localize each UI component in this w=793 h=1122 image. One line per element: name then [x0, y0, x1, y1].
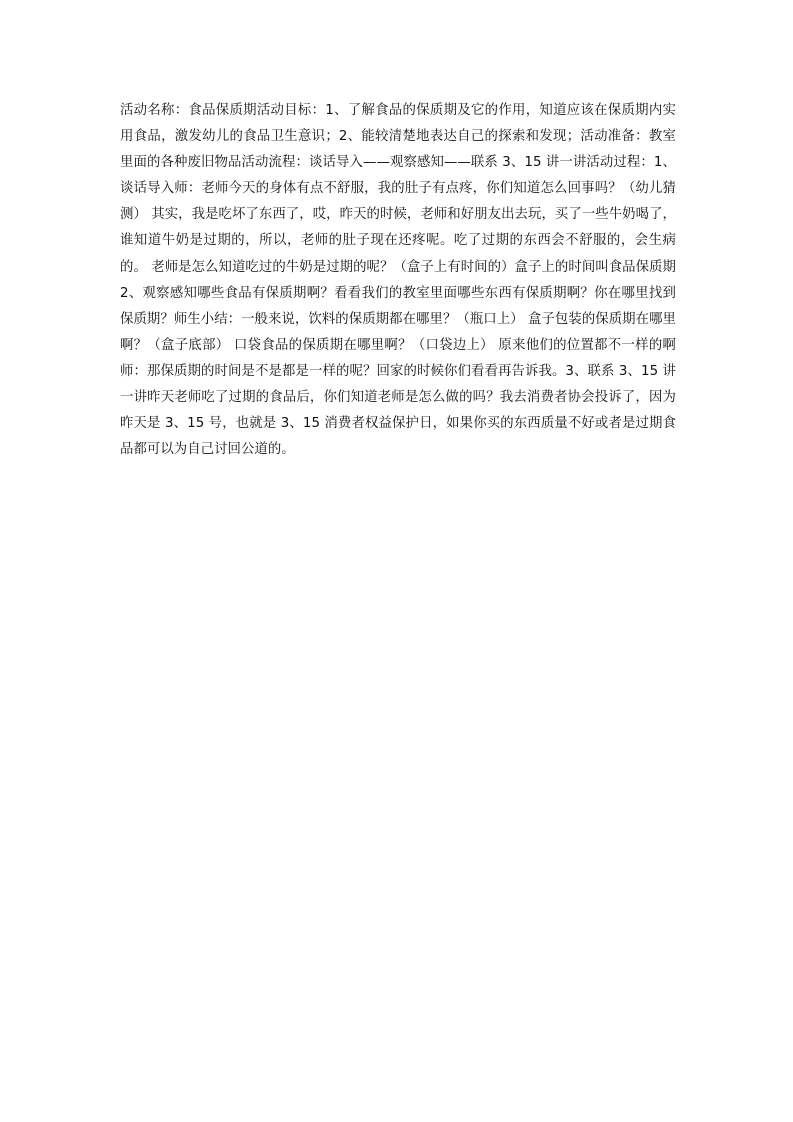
body-paragraph: 活动名称：食品保质期活动目标：1、了解食品的保质期及它的作用，知道应该在保质期内实用食品，激发幼儿的食品卫生意识；2、能较清楚地表达自己的探索和发现；活动准备：教室里面的各种废旧物品活动流程：谈话导入——观察感知——联系 3、15 讲一讲活动过程：1、谈话导入师：老师今天的身体有点不舒服，我的肚子有点疼，你们知道怎么回事吗？（幼儿猜测） 其实，我是吃坏了东西了，哎，昨天的时候，老师和好朋友出去玩，买了一些牛奶喝了，谁知道牛奶是过期的，所以，老师的肚子现在还疼呢。吃了过期的东西会不舒服的，会生病的。 老师是怎么知道吃过的牛奶是过期的呢？（盒子上有时间的）盒子上的时间叫食品保质期 2、观察感知哪些食品有保质期啊？看看我们的教室里面哪些东西有保质期啊？你在哪里找到保质期？师生小结：一般来说，饮料的保质期都在哪里？（瓶口上） 盒子包装的保质期在哪里啊？（盒子底部） 口袋食品的保质期在哪里啊？（口袋边上） 原来他们的位置都不一样的啊师：那保质期的时间是不是都是一样的呢？回家的时候你们看看再告诉我。3、联系 3、15 讲一讲昨天老师吃了过期的食品后，你们知道老师是怎么做的吗？我去消费者协会投诉了，因为昨天是 3、15 号，也就是 3、15 消费者权益保护日，如果你买的东西质量不好或者是过期食品都可以为自己讨回公道的。 [120, 103, 676, 458]
